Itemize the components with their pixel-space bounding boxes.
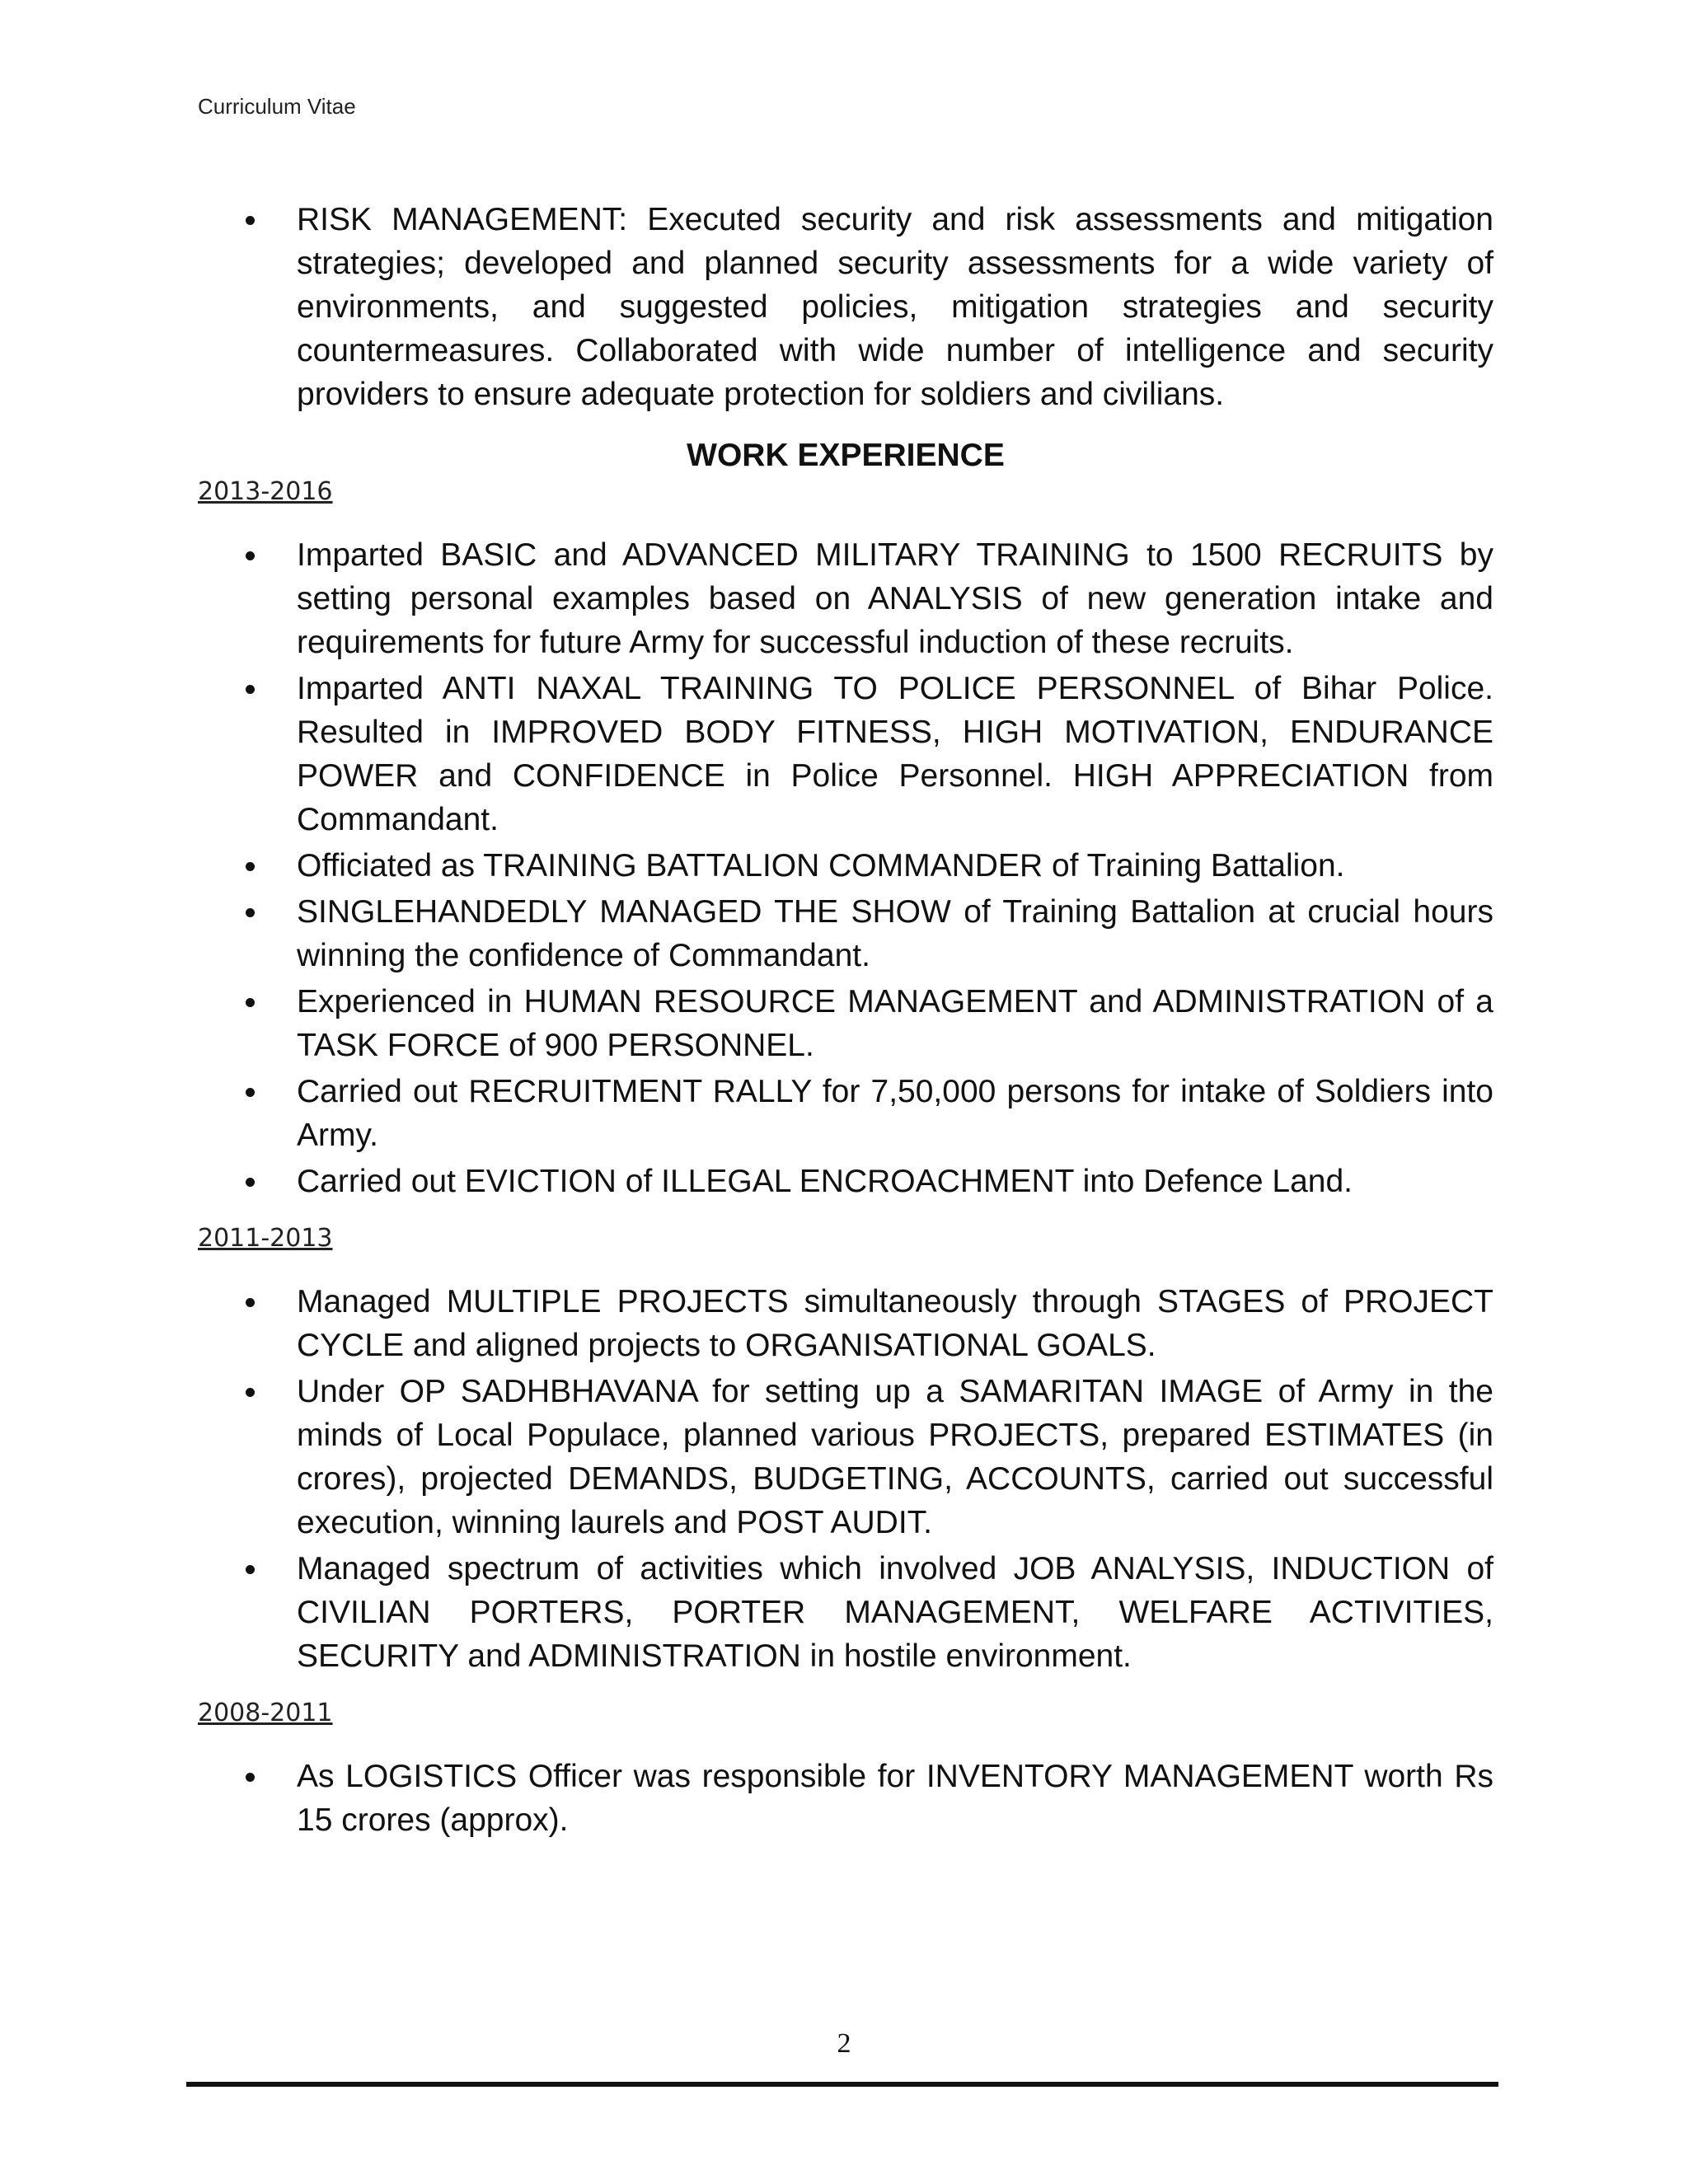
- bullet-icon: [246, 551, 255, 560]
- period-label: 2013-2016: [198, 477, 333, 506]
- intro-bullet-list: [198, 198, 1493, 416]
- list-item-text: Officiated as TRAINING BATTALION COMMANDER of Training Battalion.: [297, 848, 1345, 883]
- bullet-icon: [246, 1565, 255, 1574]
- bullet-icon: [246, 998, 255, 1007]
- period-bullet-list: [198, 533, 1493, 1203]
- bullet-icon: [246, 685, 255, 694]
- spacer: [198, 1680, 1493, 1697]
- bullet-icon: [246, 908, 255, 917]
- list-item-text: As LOGISTICS Officer was responsible for INVENTORY MANAGEMENT worth Rs 15 crores (approx).: [297, 1759, 1493, 1838]
- bullet-icon: [246, 1298, 255, 1307]
- list-item: [198, 1070, 1493, 1157]
- bullet-icon: [246, 1773, 255, 1782]
- period-label: 2008-2011: [198, 1699, 333, 1727]
- period-bullet-list: [198, 1280, 1493, 1678]
- list-item: [198, 198, 1493, 416]
- list-item: [198, 1755, 1493, 1842]
- list-item: [198, 1370, 1493, 1544]
- list-item-text: Carried out RECRUITMENT RALLY for 7,50,000 persons for intake of Soldiers into Army.: [297, 1074, 1493, 1153]
- bullet-icon: [246, 862, 255, 871]
- list-item-text: Imparted BASIC and ADVANCED MILITARY TRAINING to 1500 RECRUITS by setting personal examples based on ANALYSIS of new generation intake and requirements for future Army for successful induction of these recruits.: [297, 537, 1493, 660]
- list-item: [198, 667, 1493, 841]
- page-number: 2: [837, 2028, 851, 2059]
- document-body: [198, 198, 1493, 1844]
- bullet-icon: [246, 1388, 255, 1397]
- spacer: [198, 1730, 1493, 1755]
- list-item: [198, 844, 1493, 888]
- list-item-text: RISK MANAGEMENT: Executed security and risk assessments and mitigation strategies; developed and planned security assessments for a wide variety of environments, and suggested policies, mitigation strategies and security countermeasures. Collaborated with wide number of intelligence and security providers to ensure adequate protection for soldiers and civilians.: [297, 202, 1493, 412]
- list-item-text: Experienced in HUMAN RESOURCE MANAGEMENT and ADMINISTRATION of a TASK FORCE of 900 PERSONNEL.: [297, 984, 1493, 1063]
- list-item-text: Carried out EVICTION of ILLEGAL ENCROACHMENT into Defence Land.: [297, 1164, 1353, 1199]
- list-item: [198, 1160, 1493, 1203]
- bullet-icon: [246, 1178, 255, 1187]
- list-item-text: SINGLEHANDEDLY MANAGED THE SHOW of Training Battalion at crucial hours winning the confidence of Commandant.: [297, 894, 1493, 973]
- spacer: [198, 509, 1493, 533]
- bullet-icon: [246, 216, 255, 225]
- list-item: [198, 1280, 1493, 1367]
- list-item: [198, 533, 1493, 664]
- list-item-text: Under OP SADHBHAVANA for setting up a SAMARITAN IMAGE of Army in the minds of Local Populace, planned various PROJECTS, prepared ESTIMATES (in crores), projected DEMANDS, BUDGETING, ACCOUNTS, carried out successful execution, winning laurels and POST AUDIT.: [297, 1374, 1493, 1540]
- list-item-text: Managed spectrum of activities which involved JOB ANALYSIS, INDUCTION of CIVILIAN PORTERS, PORTER MANAGEMENT, WELFARE ACTIVITIES, SECURITY and ADMINISTRATION in hostile environment.: [297, 1551, 1493, 1674]
- list-item-text: Imparted ANTI NAXAL TRAINING TO POLICE PERSONNEL of Bihar Police. Resulted in IMPROVED BODY FITNESS, HIGH MOTIVATION, ENDURANCE POWER and CONFIDENCE in Police Personnel. HIGH APPRECIATION from Commandant.: [297, 671, 1493, 837]
- spacer: [198, 1206, 1493, 1222]
- list-item: [198, 890, 1493, 977]
- list-item-text: Managed MULTIPLE PROJECTS simultaneously through STAGES of PROJECT CYCLE and aligned projects to ORGANISATIONAL GOALS.: [297, 1284, 1493, 1363]
- bullet-icon: [246, 1088, 255, 1097]
- document-header-label: Curriculum Vitae: [198, 94, 356, 119]
- footer-divider: [186, 2082, 1498, 2087]
- section-heading-work-experience: WORK EXPERIENCE: [687, 438, 1005, 473]
- list-item: [198, 1547, 1493, 1678]
- spacer: [198, 1255, 1493, 1280]
- list-item: [198, 980, 1493, 1067]
- period-label: 2011-2013: [198, 1224, 333, 1253]
- period-bullet-list: [198, 1755, 1493, 1842]
